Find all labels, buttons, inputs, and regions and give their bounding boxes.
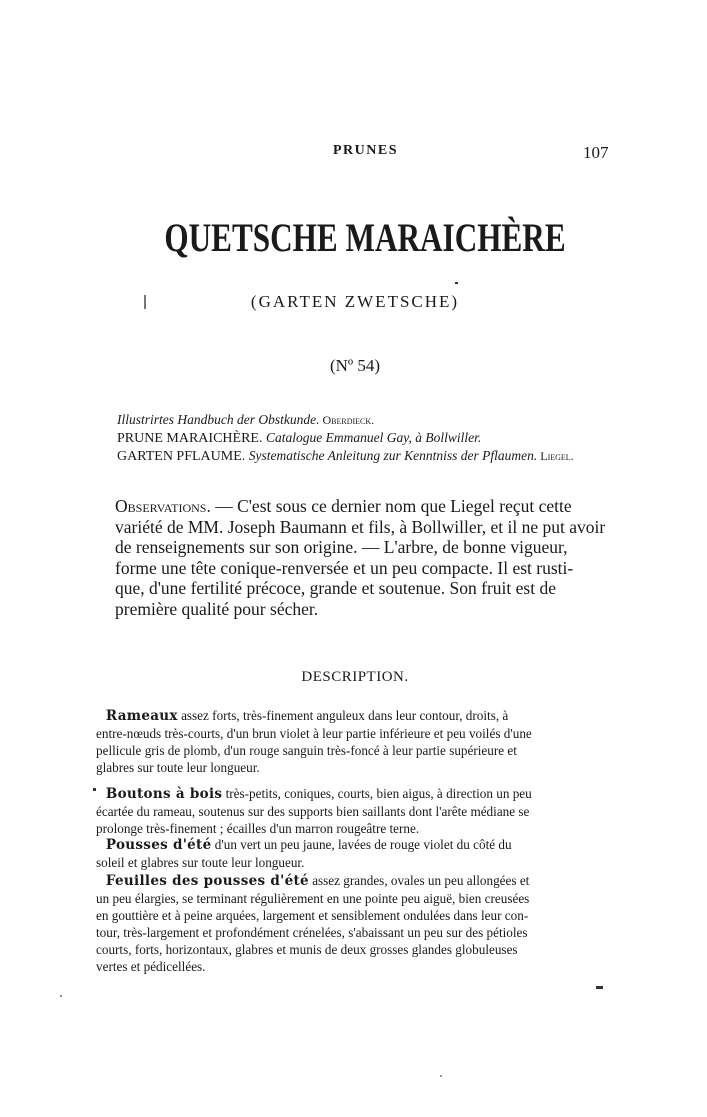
subtitle: (GARTEN ZWETSCHE) [250,292,460,311]
description-line: écartée du rameau, soutenus sur des supports bien saillants dont l'arête médiane se [96,804,530,819]
description-line: pellicule gris de plomb, d'un rouge sanguin très-foncé à leur partie supérieure et [96,743,517,758]
reference-line: Illustrirtes Handbuch der Obstkunde. Oberdieck. [117,412,375,427]
description-term: Feuilles des pousses d'été [105,873,309,889]
scan-speck [596,986,603,989]
variety-number: (Nº 54) [329,356,381,375]
scan-speck [144,295,146,309]
reference-line: PRUNE MARAICHÈRE. Catalogue Emmanuel Gay, à Bollwiller. [117,430,482,446]
description-line: Pousses d'été d'un vert un peu jaune, lavées de rouge violet du côté du [105,837,512,853]
references [117,411,574,465]
reference-line: GARTEN PFLAUME. Systematische Anleitung zur Kenntniss der Pflaumen. Liegel. [117,448,574,464]
description-line: Feuilles des pousses d'été assez grandes, ovales un peu allongées et [105,873,530,889]
observations-line: que, d'une fertilité précoce, grande et soutenue. Son fruit est de [115,578,556,598]
description-entry-boutons [96,785,596,837]
description-line: prolonge très-finement ; écailles d'un marron rougeâtre terne. [96,821,420,836]
scan-speck [455,282,458,284]
scan-speck [60,995,62,997]
description-line: entre-nœuds très-courts, d'un brun violet à leur partie inférieure et peu voilés d'une [96,726,532,741]
description-line: soleil et glabres sur toute leur longueur. [96,855,305,870]
observations-paragraph [115,496,610,619]
description-entry-feuilles [96,872,596,975]
observations-line: forme une tête conique-renversée et un peu compacte. Il est rusti- [115,557,574,578]
scan-speck [440,1075,442,1077]
description-line: Rameaux assez forts, très-finement anguleux dans leur contour, droits, à [105,708,509,724]
description-line: vertes et pédicellées. [96,959,206,974]
description-term: Pousses d'été [105,837,212,853]
description-entry-rameaux [96,707,596,776]
description-heading: DESCRIPTION. [301,669,409,685]
description-line: un peu élargies, se terminant régulièrement en une pointe peu aiguë, bien creusées [96,891,530,906]
description-term: Boutons à bois [105,786,223,802]
observations-line: Observations. — C'est sous ce dernier nom que Liegel reçut cette [115,496,572,516]
observations-line: de renseignements sur son origine. — L'arbre, de bonne vigueur, [115,537,568,557]
description-line: en gouttière et à peine arquées, largement et sensiblement ondulées dans leur con- [96,908,529,923]
scan-speck [93,788,96,791]
description-entry-pousses [96,836,596,871]
description-line: courts, forts, horizontaux, glabres et munis de deux grosses glandes globuleuses [96,942,518,957]
description-line: Boutons à bois très-petits, coniques, courts, bien aigus, à direction un peu [105,786,532,802]
description-line: tour, très-largement et profondément crénelées, s'abaissant un peu sur des pétioles [96,925,528,940]
description-term: Rameaux [105,708,178,724]
page-number: 107 [583,143,609,162]
description-line: glabres sur toute leur longueur. [96,760,260,775]
observations-label: Observations. [115,496,211,516]
observations-line: variété de MM. Joseph Baumann et fils, à Bollwiller, et il ne put avoir [115,516,606,537]
page-title: QUETSCHE MARAICHÈRE [164,215,566,260]
observations-line: première qualité pour sécher. [115,598,319,619]
running-head: PRUNES [333,143,399,158]
